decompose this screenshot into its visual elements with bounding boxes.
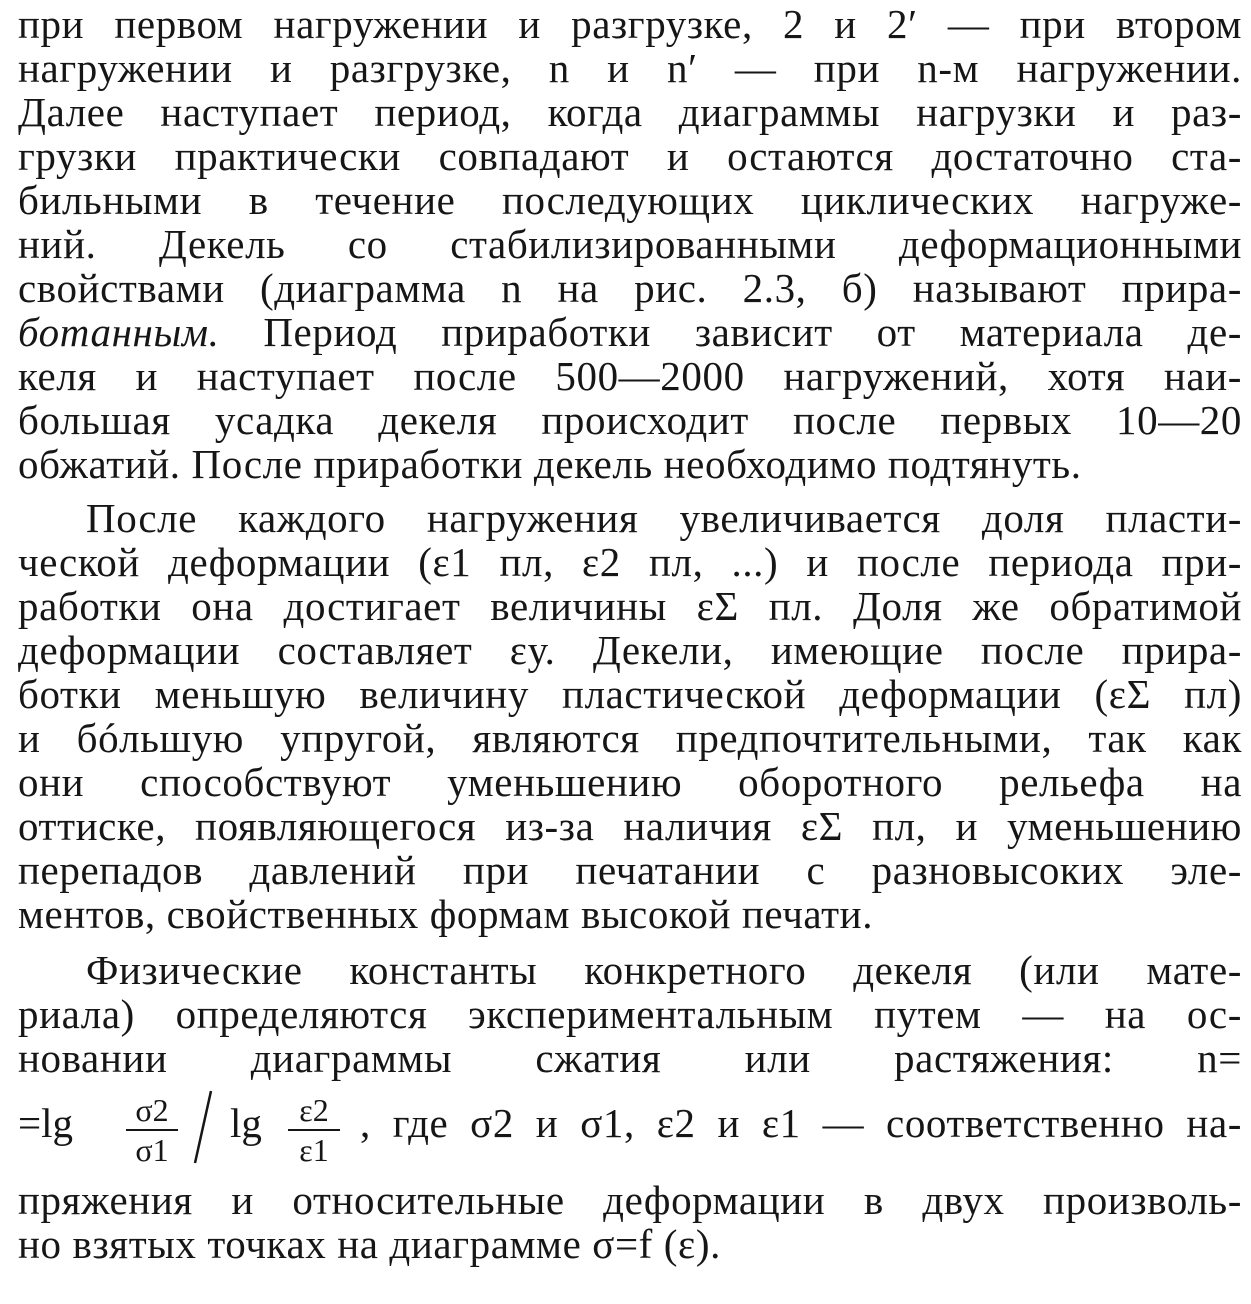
text-line: но взятых точках на диаграмме σ=f (ε).: [18, 1221, 721, 1267]
fraction-sigma: [122, 1093, 182, 1167]
fraction-numerator: σ2: [135, 1092, 169, 1128]
text-span: , где σ2 и σ1, ε2 и ε1 — соответственно на-: [360, 1100, 1242, 1146]
text-line: деформации составляет εу. Декели, имеющие после прира-: [18, 627, 1242, 673]
italic-term: ботанным.: [18, 309, 220, 355]
fraction-denominator: ε1: [299, 1132, 329, 1168]
text-line: Физические константы конкретного декеля (или мате-: [86, 947, 1242, 993]
text-line: После каждого нагружения увеличивается доля пласти-: [86, 495, 1242, 541]
text-span: Период приработки зависит от материала де-: [219, 309, 1242, 355]
fraction-bar: [288, 1129, 340, 1131]
text-line: новании диаграммы сжатия или растяжения: n=: [18, 1035, 1242, 1081]
text-line: обжатий. После приработки декель необходимо подтянуть.: [18, 441, 1082, 487]
text-line: ботки меньшую величину пластической деформации (εΣ пл): [18, 671, 1242, 717]
text-line: риала) определяются экспериментальным путем — на ос-: [18, 991, 1242, 1037]
fraction-denominator: σ1: [135, 1132, 169, 1168]
text-line: [18, 310, 1242, 354]
text-line: при первом нагружении и разгрузке, 2 и 2′ — при втором: [18, 1, 1242, 47]
formula-line: [18, 1092, 1242, 1181]
text-line: большая усадка декеля происходит после первых 10—20: [18, 397, 1242, 443]
text-line: ментов, свойственных формам высокой печати.: [18, 891, 874, 937]
text-line: келя и наступает после 500—2000 нагружений, хотя наи-: [18, 353, 1242, 399]
text-line: оттиске, появляющегося из-за наличия εΣ пл, и уменьшению: [18, 803, 1242, 849]
fraction-numerator: ε2: [299, 1092, 329, 1128]
text-line: Далее наступает период, когда диаграммы нагрузки и раз-: [18, 89, 1242, 135]
text-line: бильными в течение последующих циклических нагруже-: [18, 177, 1242, 223]
formula-lg-2: lg: [230, 1100, 262, 1146]
text-line: грузки практически совпадают и остаются достаточно ста-: [18, 133, 1242, 179]
text-line: нагружении и разгрузке, n и n′ — при n-м нагружении.: [18, 45, 1242, 91]
text-line: и бóльшую упругой, являются предпочтительными, так как: [18, 715, 1242, 761]
formula-lg-1: =lg: [18, 1100, 74, 1146]
fraction-epsilon: [284, 1093, 344, 1167]
text-line: работки она достигает величины εΣ пл. Доля же обратимой: [18, 583, 1242, 629]
text-line: пряжения и относительные деформации в двух произволь-: [18, 1177, 1242, 1223]
text-line: они способствуют уменьшению оборотного рельефа на: [18, 759, 1242, 805]
division-slash: [191, 1087, 215, 1167]
text-line: свойствами (диаграмма n на рис. 2.3, б) называют прира-: [18, 265, 1242, 311]
fraction-bar: [126, 1129, 178, 1131]
text-line: ческой деформации (ε1 пл, ε2 пл, ...) и после периода при-: [18, 539, 1242, 585]
text-line: перепадов давлений при печатании с разновысоких эле-: [18, 847, 1242, 893]
text-line: ний. Декель со стабилизированными деформационными: [18, 221, 1242, 267]
